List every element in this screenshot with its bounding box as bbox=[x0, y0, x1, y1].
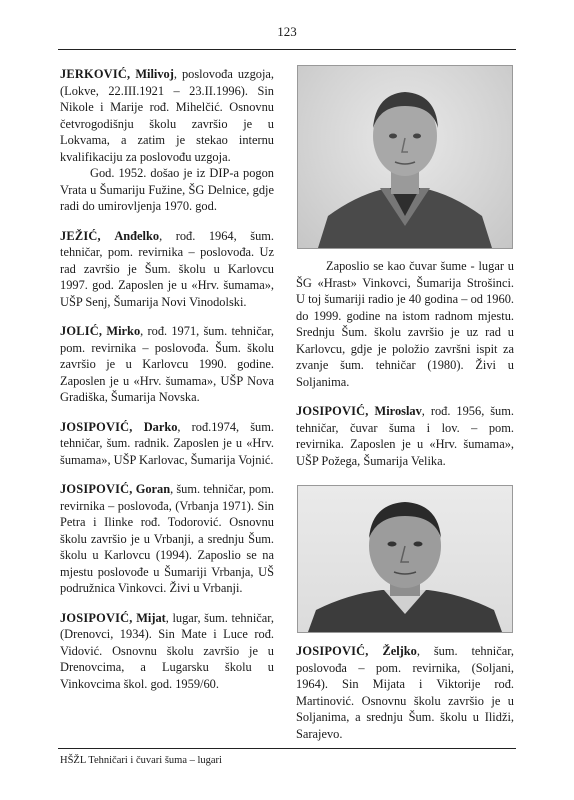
entry-josipovic-zeljko bbox=[296, 643, 514, 742]
entry-josipovic-miroslav bbox=[296, 403, 514, 469]
entry-given-name: Darko bbox=[143, 419, 178, 434]
entry-given-name: Miroslav bbox=[374, 404, 422, 418]
portrait-photo-mijat bbox=[297, 65, 513, 249]
entry-text: Zaposlio se kao čuvar šume - lugar u ŠG «Hrast» Vinkovci, Šumarija Strošinci. U toj šumariji radio je 40 godina – od 1960. do 1999. godine na istom radnom mjestu. Srednju Šum. školu završio je uz rad u Karlovcu, gdje je položio završni ispit za zvanje šum. tehničar (1980). Živi u Soljanima. bbox=[296, 259, 514, 389]
entry-text: God. 1952. došao je iz DIP-a pogon Vrata u Šumariju Fužine, ŠG Delnice, gdje radi do umirovljenja 1970. god. bbox=[60, 166, 274, 213]
portrait-photo-zeljko bbox=[297, 485, 513, 633]
entry-text: , lugar, šum. tehničar, (Drenovci, 1934). Sin Mate i Luce rođ. Vidović. Osnovnu školu završio je u Drenovcima, a Lugarsku školu u Vinkovcima škol. god. 1959/60. bbox=[60, 610, 274, 691]
entry-jolic-mirko bbox=[60, 323, 274, 406]
entry-josipovic-goran bbox=[60, 481, 274, 597]
entry-given-name: Mijat bbox=[136, 610, 166, 625]
right-column-lower bbox=[296, 643, 514, 755]
entry-given-name: Mirko bbox=[106, 324, 141, 338]
page-number: 123 bbox=[277, 24, 297, 39]
entry-surname: JOSIPOVIĆ, bbox=[296, 644, 369, 658]
entry-given-name: Milivoj bbox=[135, 67, 174, 81]
entry-text: , rođ. 1971, šum. tehničar, pom. revirnika – poslovođa. Šum. školu završio je u Karlovcu 1990. godine. Zaposlen je u «Hrv. šumama», UŠP Nova Gradiška, Šumarija Novska. bbox=[60, 324, 274, 404]
entry-surname: JEŽIĆ, bbox=[60, 228, 101, 243]
entry-surname: JOSIPOVIĆ, bbox=[296, 404, 369, 418]
entry-josipovic-mijat bbox=[60, 610, 274, 693]
entry-jezic-andelko bbox=[60, 228, 274, 311]
entry-given-name: Goran bbox=[135, 482, 171, 496]
entry-surname: JOSIPOVIĆ, bbox=[60, 482, 133, 496]
entry-text: , rođ.1974, šum. tehničar, šum. radnik. Zaposlen je u «Hrv. šumama», UŠP Karlovac, Šumarija Vojnić. bbox=[60, 419, 274, 467]
right-column bbox=[296, 258, 514, 482]
portrait-illustration bbox=[298, 66, 512, 248]
entry-surname: JOLIĆ, bbox=[60, 324, 103, 338]
entry-text: , poslovođa uzgoja, (Lokve, 22.III.1921 – 23.II.1996). Sin Nikole i Marije rođ. Mihelčić. Osnovnu četvrogodišnju školu završio je u Lokvama, a zatim je stekao internu kvalifikaciju za poslovođu uzgoja. bbox=[60, 67, 274, 164]
left-column bbox=[60, 66, 274, 705]
entry-text: , rođ. 1964, šum. tehničar, pom. revirnika – poslovođa. Uz rad završio je Šum. školu u Karlovcu 1997. god. Zaposlen je u «Hrv. šumama», UŠP Senj, Šumarija Novi Vinodolski. bbox=[60, 228, 274, 309]
entry-text: , šum. tehničar, pom. revirnika – poslovođa, (Vrbanja 1971). Sin Petra i Ilinke rođ. Todorović. Osnovnu školu završio je u Vrbanji, a srednju Šum. školu u Karlovcu (1994). Zaposlio se na mjestu poslovođe u Šumariji Vrbanja, UŠ podružnica Vinkovci. Živi u Vrbanji. bbox=[60, 482, 274, 595]
entry-surname: JOSIPOVIĆ, bbox=[60, 419, 133, 434]
entry-josipovic-darko bbox=[60, 419, 274, 469]
entry-surname: JOSIPOVIĆ, bbox=[60, 610, 133, 625]
entry-text: , rođ. 1956, šum. tehničar, čuvar šuma i lov. – pom. revirnika. Zaposlen je u «Hrv. šumama», UŠP Požega, Šumarija Velika. bbox=[296, 404, 514, 468]
entry-text: , šum. tehničar, poslovođa – pom. revirnika, (Soljani, 1964). Sin Mijata i Viktorije rođ. Martinović. Osnovnu školu završio je u Soljanima, a srednju Šum. školu u Ilidži, Sarajevo. bbox=[296, 644, 514, 741]
header-rule bbox=[58, 49, 516, 50]
running-footer: HŠŽL Tehničari i čuvari šuma – lugari bbox=[60, 755, 222, 766]
entry-josipovic-mijat-continuation bbox=[296, 258, 514, 390]
portrait-illustration bbox=[298, 486, 512, 632]
footer-rule bbox=[58, 748, 516, 749]
entry-given-name: Željko bbox=[382, 644, 417, 658]
entry-surname: JERKOVIĆ, bbox=[60, 67, 131, 81]
entry-jerkovic-milivoj bbox=[60, 66, 274, 215]
entry-given-name: Anđelko bbox=[114, 228, 160, 243]
